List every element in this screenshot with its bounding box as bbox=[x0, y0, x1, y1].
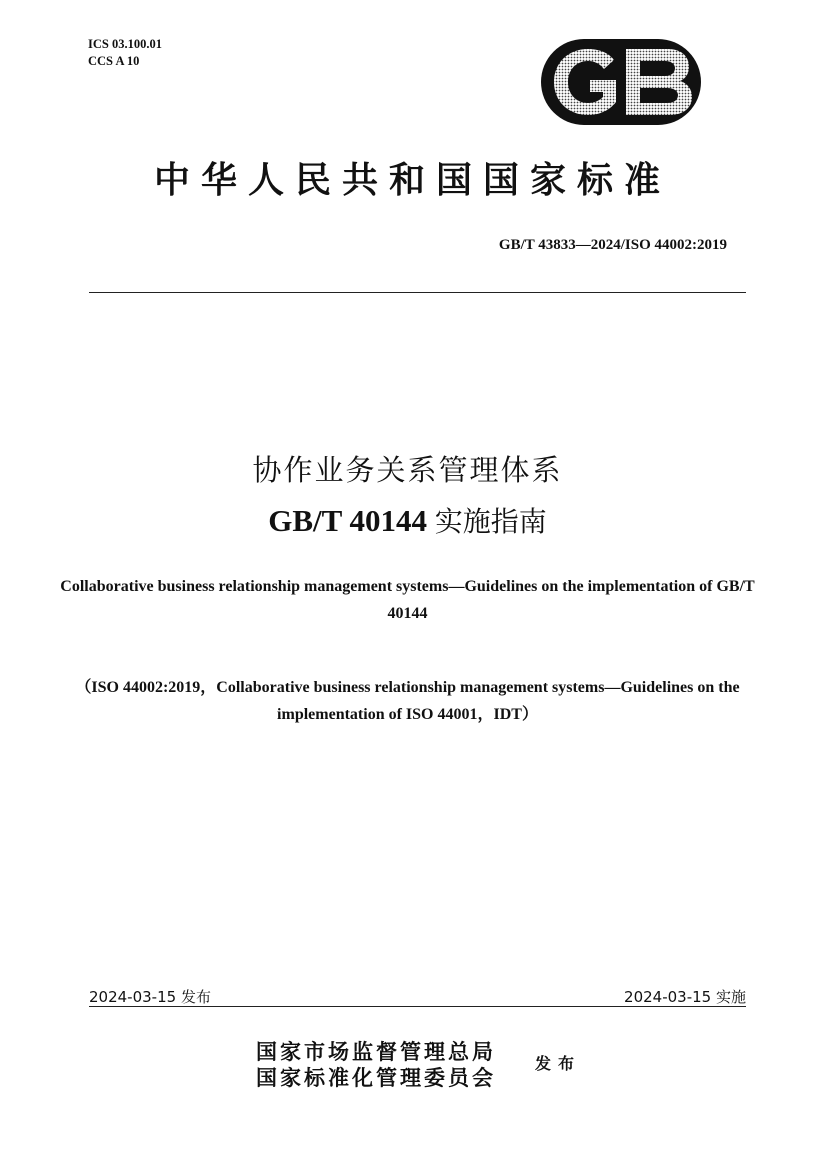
national-standard-title: 中华人民共和国国家标准 bbox=[153, 159, 671, 201]
ics-code: ICS 03.100.01 bbox=[88, 37, 162, 51]
standard-number: GB/T 43833—2024/ISO 44002:2019 bbox=[498, 237, 727, 253]
chinese-title-line1: 协作业务关系管理体系 bbox=[252, 453, 563, 487]
implementation-date: 2024-03-15 实施 bbox=[624, 988, 746, 1006]
issue-date: 2024-03-15 发布 bbox=[89, 988, 211, 1006]
ccs-code: CCS A 10 bbox=[88, 54, 140, 68]
issuer-sac: 国家标准化管理委员会 bbox=[256, 1065, 496, 1090]
english-title: Collaborative business relationship management systems—Guidelines on the implementation of GB/T 40144 bbox=[60, 578, 755, 622]
issuer-samr: 国家市场监督管理总局 bbox=[256, 1039, 496, 1064]
publish-label: 发布 bbox=[535, 1054, 582, 1073]
bottom-divider bbox=[89, 1006, 746, 1007]
chinese-title-text: 实施指南 bbox=[434, 505, 547, 538]
chinese-title-line2 bbox=[0, 500, 815, 540]
chinese-title-code: GB/T 40144 bbox=[268, 503, 435, 538]
top-divider bbox=[89, 292, 746, 293]
classification-codes bbox=[88, 36, 162, 70]
gb-logo bbox=[540, 38, 702, 126]
iso-reference: （ISO 44002:2019，Collaborative business relationship management systems—Guidelines on the implementation of ISO 44001，IDT） bbox=[75, 679, 740, 723]
